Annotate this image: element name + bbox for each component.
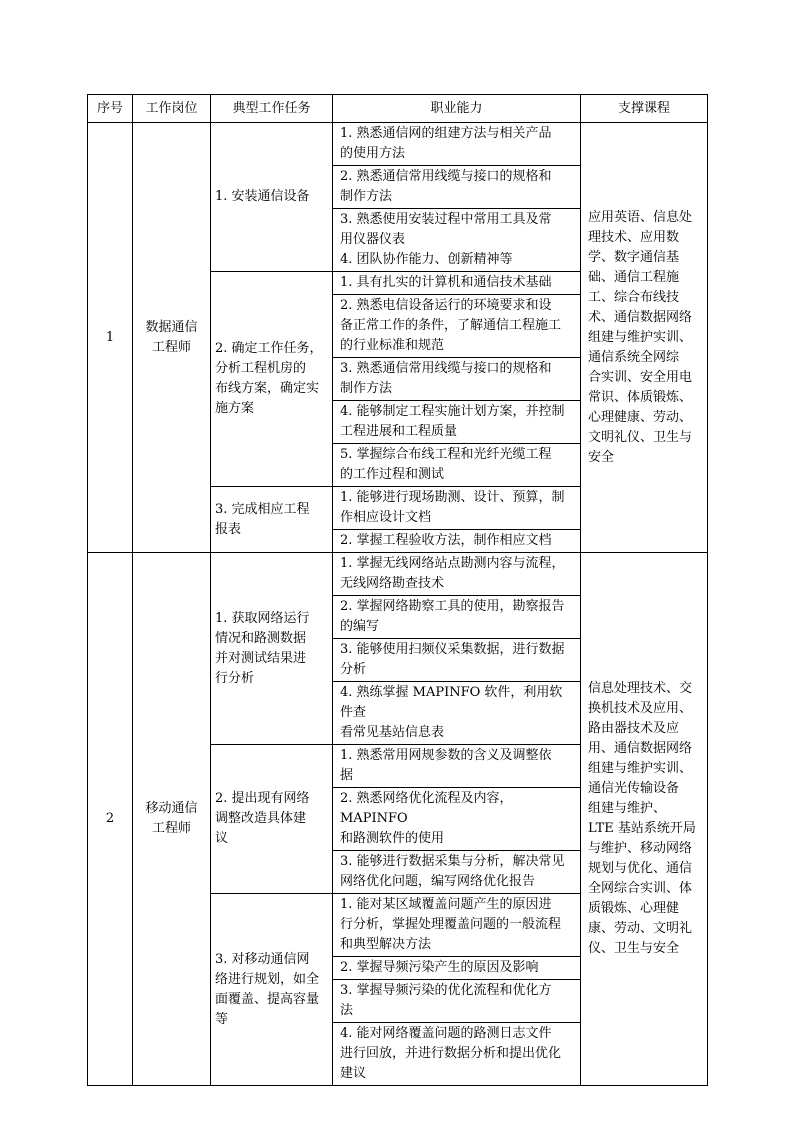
header-row bbox=[88, 95, 708, 123]
ability-line: 工程进展和工程质量 bbox=[340, 424, 458, 439]
course-line: 应用英语、信息处 bbox=[588, 209, 693, 225]
ability-cell bbox=[333, 639, 581, 682]
typical-task-line: 行分析 bbox=[215, 670, 255, 686]
course-line: 术、通信数据网络 bbox=[588, 309, 693, 325]
ability-line: 分析 bbox=[340, 662, 367, 677]
ability-line: 制作方法 bbox=[340, 189, 393, 204]
course-line: 规划与优化、通信 bbox=[588, 861, 693, 876]
ability-line: 2. 熟悉网络优化流程及内容，MAPINFO bbox=[340, 791, 513, 826]
typical-task-line: 2. 确定工作任务， bbox=[215, 341, 323, 356]
ability-line: 和典型解决方法 bbox=[340, 937, 432, 952]
ability-line: 1. 熟悉常用网规参数的含义及调整依 bbox=[340, 748, 552, 763]
ability-line: 3. 能够使用扫频仪采集数据，进行数据 bbox=[340, 642, 565, 657]
ability-cell bbox=[333, 401, 581, 444]
ability-line: 据 bbox=[340, 768, 354, 783]
typical-task bbox=[211, 487, 333, 553]
table-row bbox=[88, 553, 708, 596]
ability-line: 2. 熟悉电信设备运行的环境要求和设 bbox=[340, 298, 552, 313]
typical-task-line: 3. 完成相应工程 bbox=[215, 501, 310, 517]
typical-task bbox=[211, 272, 333, 487]
job-position-line: 工程师 bbox=[151, 339, 191, 355]
ability-line: 2. 掌握工程验收方法，制作相应文档 bbox=[340, 533, 552, 548]
ability-line: 的工作过程和测试 bbox=[340, 467, 445, 482]
ability-cell bbox=[333, 1023, 581, 1086]
ability-line: 1. 具有扎实的计算机和通信技术基础 bbox=[340, 275, 552, 290]
job-position-line: 移动通信 bbox=[145, 801, 198, 816]
ability-cell bbox=[333, 123, 581, 166]
ability-line: 看常见基站信息表 bbox=[340, 725, 445, 740]
course-line: 信息处理技术、交 bbox=[588, 681, 693, 696]
typical-task bbox=[211, 553, 333, 745]
course-line: 通信系统全网综 bbox=[588, 349, 680, 365]
course-line: 全网综合实训、体 bbox=[588, 881, 693, 896]
header-task: 典型工作任务 bbox=[211, 95, 333, 123]
typical-task bbox=[211, 894, 333, 1086]
course-line: LTE 基站系统开局 bbox=[588, 821, 696, 836]
ability-cell bbox=[333, 553, 581, 596]
header-course: 支撑课程 bbox=[581, 95, 708, 123]
ability-line: 3. 熟悉使用安装过程中常用工具及常 bbox=[340, 212, 552, 227]
typical-task-line: 络进行规划，如全 bbox=[215, 971, 320, 987]
ability-line: 4. 熟练掌握 MAPINFO 软件，利用软件查 bbox=[340, 685, 563, 720]
ability-line: 的编写 bbox=[340, 619, 380, 634]
course-line: 心理健康、劳动、 bbox=[588, 409, 693, 425]
course-line: 换机技术及应用、 bbox=[588, 701, 693, 716]
ability-cell bbox=[333, 166, 581, 209]
typical-task-line: 2. 提出现有网络 bbox=[215, 791, 310, 806]
course-line: 工、综合布线技 bbox=[588, 289, 680, 305]
supporting-courses bbox=[581, 123, 708, 553]
ability-cell bbox=[333, 487, 581, 530]
course-line: 文明礼仪、卫生与 bbox=[588, 429, 693, 445]
ability-cell bbox=[333, 788, 581, 851]
typical-task-line: 施方案 bbox=[215, 401, 255, 416]
ability-line: 3. 熟悉通信常用线缆与接口的规格和 bbox=[340, 361, 552, 376]
typical-task bbox=[211, 123, 333, 272]
job-position-line: 工程师 bbox=[151, 821, 191, 836]
header-position: 工作岗位 bbox=[133, 95, 211, 123]
typical-task-line: 分析工程机房的 bbox=[215, 361, 307, 376]
ability-line: 进行回放，并进行数据分析和提出优化 bbox=[340, 1046, 562, 1061]
row-index: 2 bbox=[88, 553, 133, 1086]
ability-line: 作相应设计文档 bbox=[340, 510, 432, 525]
ability-line: 和路测软件的使用 bbox=[340, 831, 445, 846]
ability-line: 建议 bbox=[340, 1066, 367, 1081]
ability-cell bbox=[333, 596, 581, 639]
ability-line: 用仪器仪表 bbox=[340, 232, 406, 247]
ability-line: 3. 掌握导频污染的优化流程和优化方 bbox=[340, 983, 552, 998]
ability-line: 2. 熟悉通信常用线缆与接口的规格和 bbox=[340, 169, 552, 184]
header-ability: 职业能力 bbox=[333, 95, 581, 123]
ability-line: 4. 能对网络覆盖问题的路测日志文件 bbox=[340, 1026, 552, 1041]
job-position bbox=[133, 123, 211, 553]
typical-task-line: 等 bbox=[215, 1011, 229, 1027]
course-line: 通信光传输设备 bbox=[588, 781, 680, 796]
ability-line: 5. 掌握综合布线工程和光纤光缆工程 bbox=[340, 447, 552, 462]
ability-line: 1. 能对某区域覆盖问题产生的原因进 bbox=[340, 897, 552, 912]
typical-task-line: 布线方案，确定实 bbox=[215, 381, 320, 396]
ability-cell bbox=[333, 745, 581, 788]
course-line: 与维护、移动网络 bbox=[588, 841, 693, 856]
typical-task-line: 1. 获取网络运行 bbox=[215, 610, 310, 626]
typical-task-line: 报表 bbox=[215, 521, 242, 537]
ability-cell bbox=[333, 358, 581, 401]
ability-cell bbox=[333, 530, 581, 553]
ability-cell bbox=[333, 980, 581, 1023]
course-line: 用、通信数据网络 bbox=[588, 741, 693, 756]
ability-line: 的行业标准和规范 bbox=[340, 338, 445, 353]
course-line: 路由器技术及应 bbox=[588, 721, 680, 736]
course-line: 质锻炼、心理健 bbox=[588, 901, 680, 916]
course-line: 康、劳动、文明礼 bbox=[588, 921, 693, 936]
table-row bbox=[88, 123, 708, 166]
ability-line: 制作方法 bbox=[340, 381, 393, 396]
ability-line: 网络优化问题，编写网络优化报告 bbox=[340, 874, 536, 889]
course-line: 础、通信工程施 bbox=[588, 269, 680, 285]
typical-task-line: 3. 对移动通信网 bbox=[215, 951, 310, 967]
ability-line: 2. 掌握导频污染产生的原因及影响 bbox=[340, 960, 539, 975]
ability-cell bbox=[333, 851, 581, 894]
ability-line: 1. 能够进行现场勘测、设计、预算，制 bbox=[340, 490, 565, 505]
ability-line: 3. 能够进行数据采集与分析，解决常见 bbox=[340, 854, 565, 869]
ability-line: 的使用方法 bbox=[340, 146, 406, 161]
ability-cell bbox=[333, 209, 581, 272]
course-line: 理技术、应用数 bbox=[588, 229, 680, 245]
table-body bbox=[88, 123, 708, 1086]
ability-line: 无线网络勘查技术 bbox=[340, 576, 445, 591]
course-line: 组建与维护、 bbox=[588, 801, 667, 816]
ability-cell bbox=[333, 295, 581, 358]
course-line: 安全 bbox=[588, 449, 615, 465]
competency-table bbox=[87, 94, 708, 1086]
typical-task-line: 并对测试结果进 bbox=[215, 650, 307, 666]
course-line: 仪、卫生与安全 bbox=[588, 941, 680, 956]
typical-task-line: 调整改造具体建 bbox=[215, 811, 307, 826]
typical-task-line: 情况和路测数据 bbox=[215, 630, 307, 646]
typical-task-line: 1. 安装通信设备 bbox=[215, 189, 310, 204]
course-line: 常识、体质锻炼、 bbox=[588, 389, 693, 405]
ability-cell bbox=[333, 957, 581, 980]
ability-line: 行分析，掌握处理覆盖问题的一般流程 bbox=[340, 917, 562, 932]
ability-cell bbox=[333, 444, 581, 487]
typical-task-line: 面覆盖、提高容量 bbox=[215, 991, 320, 1007]
typical-task-line: 议 bbox=[215, 831, 229, 846]
ability-line: 4. 能够制定工程实施计划方案，并控制 bbox=[340, 404, 565, 419]
ability-line: 备正常工作的条件，了解通信工程施工 bbox=[340, 318, 562, 333]
ability-line: 1. 熟悉通信网的组建方法与相关产品 bbox=[340, 126, 552, 141]
typical-task bbox=[211, 745, 333, 894]
ability-cell bbox=[333, 272, 581, 295]
course-line: 组建与维护实训、 bbox=[588, 329, 693, 345]
ability-line: 1. 掌握无线网络站点勘测内容与流程， bbox=[340, 556, 565, 571]
header-index: 序号 bbox=[88, 95, 133, 123]
course-line: 合实训、安全用电 bbox=[588, 369, 693, 385]
course-line: 组建与维护实训、 bbox=[588, 761, 693, 776]
job-position-line: 数据通信 bbox=[145, 319, 198, 335]
ability-line: 法 bbox=[340, 1003, 354, 1018]
ability-line: 2. 掌握网络勘察工具的使用，勘察报告 bbox=[340, 599, 565, 614]
supporting-courses bbox=[581, 553, 708, 1086]
job-position bbox=[133, 553, 211, 1086]
course-line: 学、数字通信基 bbox=[588, 249, 680, 265]
row-index: 1 bbox=[88, 123, 133, 553]
ability-cell bbox=[333, 682, 581, 745]
ability-line: 4. 团队协作能力、创新精神等 bbox=[340, 252, 513, 267]
ability-cell bbox=[333, 894, 581, 957]
